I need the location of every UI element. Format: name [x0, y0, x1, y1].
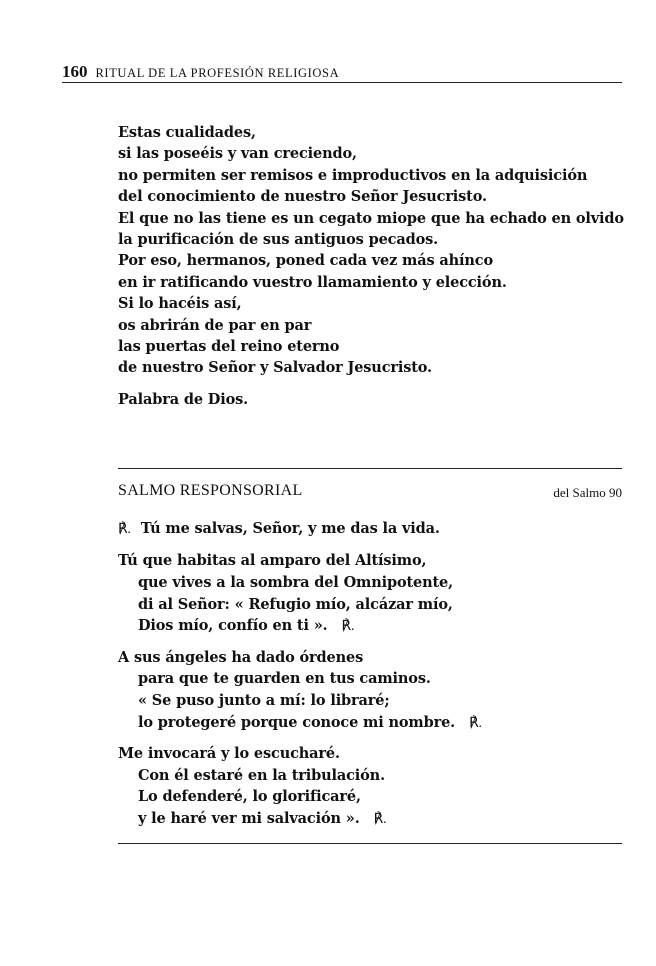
- response-line: [118, 518, 628, 540]
- reading-line: si las poseéis y van creciendo,: [118, 145, 357, 163]
- stanza-line: Con él estaré en la tribulación.: [138, 766, 385, 784]
- stanza-line: « Se puso junto a mí: lo libraré;: [138, 691, 390, 709]
- response-text: Tú me salvas, Señor, y me das la vida.: [140, 520, 440, 537]
- reading-line: El que no las tiene es un cegato miope que ha echado en olvido: [118, 209, 624, 227]
- stanza: [118, 647, 628, 734]
- stanza-line: Me invocará y lo escucharé.: [118, 745, 340, 763]
- reading-line: las puertas del reino eterno: [118, 338, 340, 356]
- response-marker: ℟.: [373, 811, 387, 827]
- reading-line: la purificación de sus antiguos pecados.: [118, 231, 438, 249]
- response-marker: ℟.: [469, 715, 482, 731]
- stanza-line-text: lo protegeré porque conoce mi nombre.: [138, 713, 456, 731]
- stanza-line: Lo defenderé, lo glorificaré,: [138, 788, 361, 806]
- response-symbol: ℟.: [118, 522, 131, 537]
- stanza-line: A sus ángeles ha dado órdenes: [118, 648, 364, 666]
- stanza-line: para que te guarden en tus caminos.: [138, 670, 431, 688]
- stanza: [118, 743, 628, 830]
- stanza-line-text: y le haré ver mi salvación ».: [138, 809, 360, 827]
- stanza-line: Tú que habitas al amparo del Altísimo,: [118, 552, 427, 570]
- reading-closing: Palabra de Dios.: [118, 390, 249, 408]
- running-title: RITUAL DE LA PROFESIÓN RELIGIOSA: [95, 66, 340, 80]
- reading-text: [118, 122, 628, 410]
- stanza-line: [118, 808, 628, 831]
- reading-line: Estas cualidades,: [118, 124, 256, 141]
- psalm-source: del Salmo 90: [553, 485, 622, 500]
- stanza-line-text: Dios mío, confío en ti ».: [138, 617, 328, 635]
- reading-line: Si lo hacéis así,: [118, 295, 242, 313]
- section-divider-top: [118, 468, 622, 469]
- section-title: SALMO RESPONSORIAL: [118, 482, 303, 499]
- header-rule: [62, 82, 622, 83]
- reading-line: en ir ratificando vuestro llamamiento y elección.: [118, 273, 507, 291]
- reading-line: no permiten ser remisos e improductivos en la adquisición: [118, 166, 588, 184]
- response-marker: ℟.: [341, 619, 355, 635]
- stanza-line: [118, 615, 628, 638]
- reading-line: del conocimiento de nuestro Señor Jesucristo.: [118, 188, 487, 206]
- stanza-line: que vives a la sombra del Omnipotente,: [138, 574, 454, 591]
- running-head: [62, 62, 622, 82]
- reading-line: de nuestro Señor y Salvador Jesucristo.: [118, 359, 432, 377]
- stanza-line: [118, 712, 628, 735]
- section-divider-bottom: [118, 843, 622, 844]
- page-number: 160: [62, 62, 88, 81]
- stanza-line: di al Señor: « Refugio mío, alcázar mío,: [138, 595, 453, 613]
- reading-line: Por eso, hermanos, poned cada vez más ahínco: [118, 252, 493, 270]
- psalm-body: [118, 518, 628, 840]
- reading-line: os abrirán de par en par: [118, 316, 312, 334]
- stanza: [118, 550, 628, 637]
